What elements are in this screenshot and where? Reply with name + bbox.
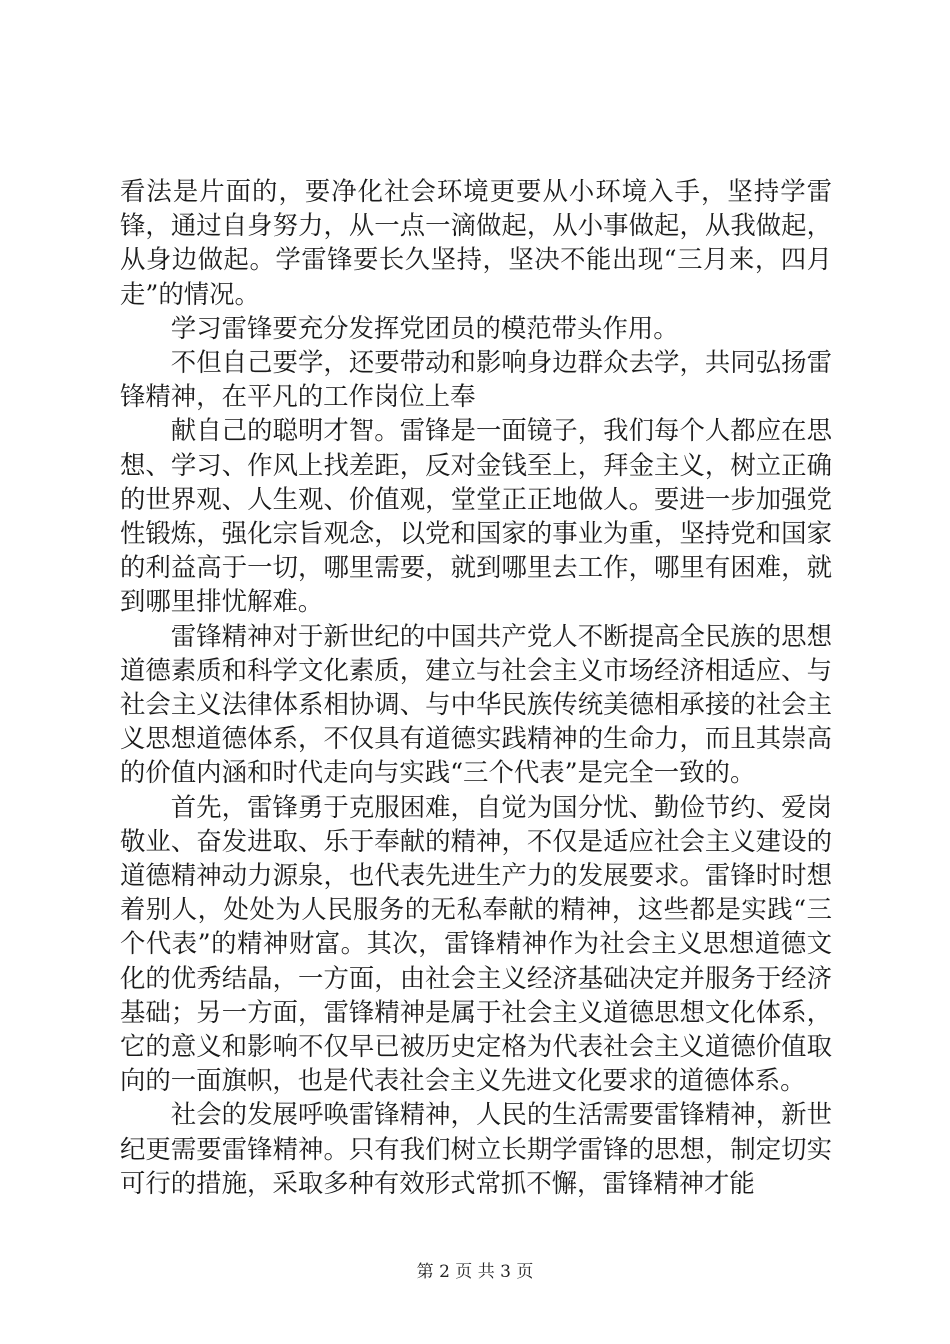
paragraph-4: 献自己的聪明才智。雷锋是一面镜子，我们每个人都应在思想、学习、作风上找差距，反对金钱至上，拜金主义，树立正确的世界观、人生观、价值观，堂堂正正地做人。要进一步加强党性锻炼，强化宗旨观念，以党和国家的事业为重，坚持党和国家的利益高于一切，哪里需要，就到哪里去工作，哪里有困难，就到哪里排忧解难。 [120, 415, 832, 617]
paragraph-5: 雷锋精神对于新世纪的中国共产党人不断提高全民族的思想道德素质和科学文化素质，建立与社会主义市场经济相适应、与社会主义法律体系相协调、与中华民族传统美德相承接的社会主义思想道德体系，不仅具有道德实践精神的生命力，而且其崇高的价值内涵和时代走向与实践“三个代表”是完全一致的。 [120, 620, 832, 788]
paragraph-1: 看法是片面的，要净化社会环境更要从小环境入手，坚持学雷锋，通过自身努力，从一点一滴做起，从小事做起，从我做起，从身边做起。学雷锋要长久坚持，坚决不能出现“三月来，四月走”的情况。 [120, 176, 832, 309]
paragraph-3: 不但自己要学，还要带动和影响身边群众去学，共同弘扬雷锋精神，在平凡的工作岗位上奉 [120, 347, 832, 412]
paragraph-7: 社会的发展呼唤雷锋精神，人民的生活需要雷锋精神，新世纪更需要雷锋精神。只有我们树立长期学雷锋的思想，制定切实可行的措施，采取多种有效形式常抓不懈，雷锋精神才能 [120, 1099, 832, 1198]
paragraph-2: 学习雷锋要充分发挥党团员的模范带头作用。 [170, 312, 679, 343]
page-number-footer: 第 2 页 共 3 页 [416, 1262, 534, 1282]
paragraph-6: 首先，雷锋勇于克服困难，自觉为国分忧、勤俭节约、爱岗敬业、奋发进取、乐于奉献的精神，不仅是适应社会主义建设的道德精神动力源泉，也代表先进生产力的发展要求。雷锋时时想着别人，处处为人民服务的无私奉献的精神，这些都是实践“三个代表”的精神财富。其次，雷锋精神作为社会主义思想道德文化的优秀结晶，一方面，由社会主义经济基础决定并服务于经济基础；另一方面，雷锋精神是属于社会主义道德思想文化体系，它的意义和影响不仅早已被历史定格为代表社会主义道德价值取向的一面旗帜，也是代表社会主义先进文化要求的道德体系。 [120, 791, 832, 1096]
document-body [120, 174, 832, 1200]
